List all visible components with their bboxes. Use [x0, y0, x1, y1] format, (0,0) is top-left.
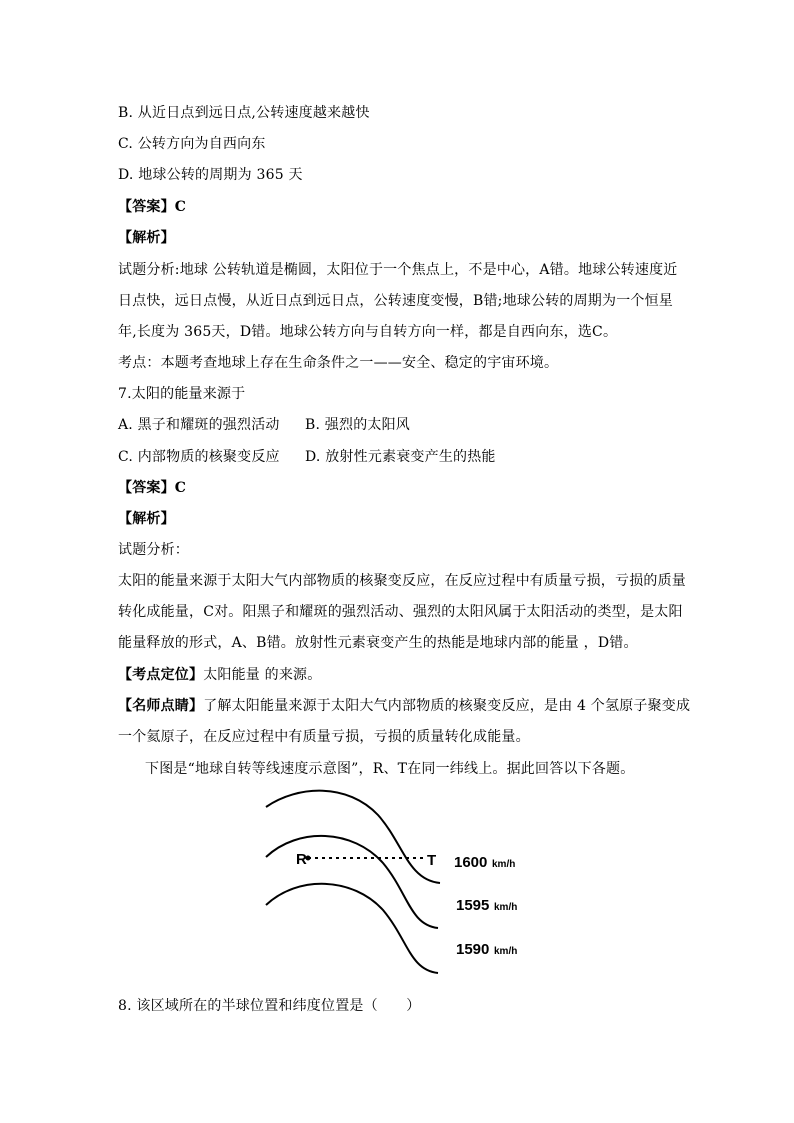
q7-option-a: A. 黑子和耀斑的强烈活动: [118, 417, 280, 433]
q7-mingshi-line-1: 了解太阳能量来源于太阳大气内部物质的核聚变反应，是由 4 个氢原子聚变成: [203, 698, 691, 714]
q6-option-d: D. 地球公转的周期为 365 天: [118, 167, 303, 183]
speed-label-1595: 1595: [456, 897, 490, 914]
q7-kaodian-text: 太阳能量 的来源。: [203, 667, 322, 683]
q7-options-row-2: [118, 448, 618, 466]
velocity-isoline-diagram: [258, 785, 538, 980]
q7-mingshi-label: 【名师点睛】: [118, 698, 204, 714]
unit-label-1595: km/h: [494, 902, 518, 913]
q6-analysis-line-1: 试题分析:地球 公转轨道是椭圆，太阳位于一个焦点上，不是中心，A错。地球公转速度近: [118, 262, 678, 278]
speed-label-1600: 1600: [454, 854, 488, 871]
q6-option-c: C. 公转方向为自西向东: [118, 136, 266, 152]
q7-options-row-1: [118, 416, 618, 434]
q7-analysis-line-2: 转化成能量，C对。阳黑子和耀斑的强烈活动、强烈的太阳风属于太阳活动的类型，是太阳: [118, 604, 683, 620]
q6-kaodian: 考点：本题考查地球上存在生命条件之一——安全、稳定的宇宙环境。: [118, 355, 559, 371]
q7-kaodian-label: 【考点定位】: [118, 667, 204, 683]
q6-answer: 【答案】C: [118, 199, 187, 215]
q7-answer: 【答案】C: [118, 480, 187, 496]
q6-option-b: B. 从近日点到远日点,公转速度越来越快: [118, 105, 370, 121]
q7-analysis-intro: 试题分析：: [118, 542, 189, 558]
q7-analysis-line-1: 太阳的能量来源于太阳大气内部物质的核聚变反应，在反应过程中有质量亏损，亏损的质量: [118, 573, 686, 589]
q6-analysis-line-2: 日点快，远日点慢，从近日点到远日点，公转速度变慢，B错;地球公转的周期为一个恒星: [118, 293, 674, 309]
q8-stem: 8. 该区域所在的半球位置和纬度位置是（ ）: [118, 998, 421, 1014]
q7-mingshi-row: [118, 697, 690, 715]
q7-analysis-line-3: 能量释放的形式，A、B错。放射性元素衰变产生的热能是地球内部的能量 ，D错。: [118, 635, 638, 651]
q6-analysis-heading: 【解析】: [118, 230, 175, 246]
figure-intro: 下图是“地球自转等线速度示意图”，R、T在同一纬线上。据此回答以下各题。: [145, 761, 635, 777]
q7-option-c: C. 内部物质的核聚变反应: [118, 449, 280, 465]
q7-analysis-heading: 【解析】: [118, 511, 175, 527]
isoline-1600: [266, 791, 440, 883]
point-r-label: R: [296, 851, 307, 868]
isoline-1595: [266, 836, 438, 928]
q7-option-d: D. 放射性元素衰变产生的热能: [305, 449, 496, 465]
q7-option-b: B. 强烈的太阳风: [305, 417, 410, 433]
q7-stem: 7.太阳的能量来源于: [118, 386, 246, 402]
unit-label-1600: km/h: [492, 859, 516, 870]
speed-label-1590: 1590: [456, 941, 490, 958]
q7-kaodian-row: [118, 666, 321, 684]
unit-label-1590: km/h: [494, 946, 518, 957]
velocity-isoline-figure: [258, 785, 538, 980]
q6-analysis-line-3: 年,长度为 365天，D错。地球公转方向与自转方向一样，都是自西向东，选C。: [118, 324, 618, 340]
q7-mingshi-line-2: 一个氦原子，在反应过程中有质量亏损，亏损的质量转化成能量。: [118, 729, 530, 745]
point-t-label: T: [427, 852, 437, 869]
isoline-1590: [266, 884, 438, 973]
